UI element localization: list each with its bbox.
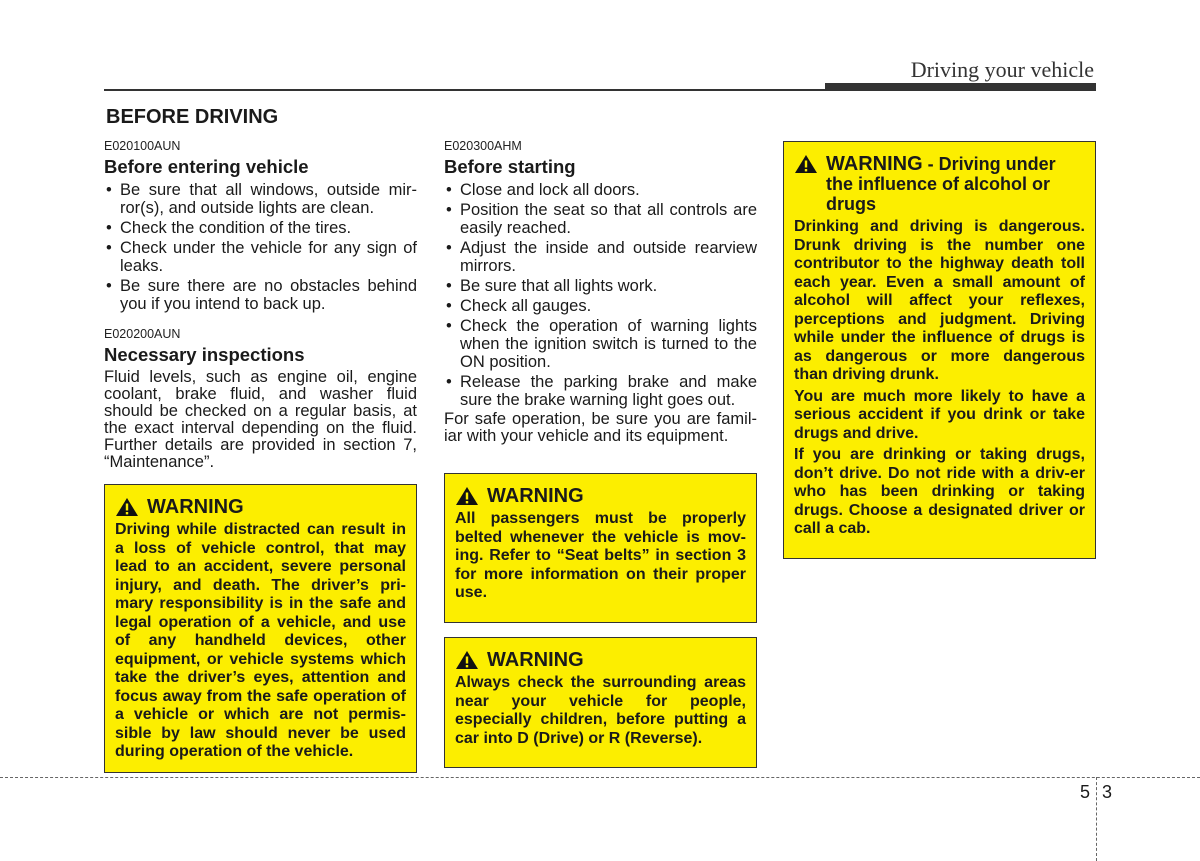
list-item: • Check the operation of warning lights when the ignition switch is turned to the ON position. <box>444 317 757 371</box>
warning-text: Always check the surrounding areas near your vehicle for people, especially children, before putting a car into D (Drive) or R (Reverse). <box>455 674 746 747</box>
warning-triangle-icon <box>115 497 139 517</box>
column-1 <box>104 139 417 471</box>
warning-triangle-icon <box>455 650 479 670</box>
warning-paragraph: You are much more likely to have a serious accident if you drink or take drugs and drive. <box>794 387 1085 442</box>
subheading-before-starting: Before starting <box>444 156 576 177</box>
chapter-number: 5 <box>1080 782 1091 802</box>
warning-triangle-icon <box>794 154 818 174</box>
warning-box-surroundings <box>444 637 757 768</box>
warning-title: WARNING <box>487 649 584 671</box>
warning-box-seatbelts <box>444 473 757 623</box>
inspections-paragraph: Fluid levels, such as engine oil, engine coolant, brake fluid, and washer fluid should be checked on a regular basis, at the exact interval depending on the fluid. Further details are provided in section 7, “Maintenance”. <box>104 368 417 471</box>
header-rule <box>104 89 825 91</box>
list-item: • Be sure that all lights work. <box>444 277 757 295</box>
warning-title: WARNING <box>826 153 923 175</box>
list-item: • Adjust the inside and outside rearview mirrors. <box>444 239 757 275</box>
warning-text: Driving while distracted can result in a loss of vehicle control, that may lead to an accident, severe personal injury, and death. The driver’s pri-mary responsibility is in the safe and legal operation of a vehicle, and use of any handheld devices, other equipment, or vehicle systems which take the driver’s eyes, attention and focus away from the safe operation of a vehicle or which are not permis-sible by law should never be used during operation of the vehicle. <box>115 521 406 760</box>
list-item: • Check the condition of the tires. <box>104 219 417 237</box>
warning-triangle-icon <box>455 486 479 506</box>
column-2 <box>444 139 757 445</box>
list-item: • Check under the vehicle for any sign of leaks. <box>104 239 417 275</box>
subheading-inspections: Necessary inspections <box>104 344 305 365</box>
footer-page-divider <box>1096 777 1097 861</box>
page-number: 3 <box>1102 782 1113 802</box>
list-item: • Check all gauges. <box>444 297 757 315</box>
list-item: • Be sure that all windows, outside mir-ror(s), and outside lights are clean. <box>104 181 417 217</box>
section-title: Driving your vehicle <box>910 57 1094 82</box>
warning-text <box>794 218 1085 539</box>
warning-title: WARNING <box>147 496 244 518</box>
footer-divider <box>0 777 1200 778</box>
section-code: E020200AUN <box>104 327 181 341</box>
warning-text: All passengers must be properly belted whenever the vehicle is mov-ing. Refer to “Seat belts” in section 3 for more information on their proper use. <box>455 510 746 601</box>
warning-box-distraction <box>104 484 417 773</box>
section-code: E020300AHM <box>444 139 522 153</box>
section-code: E020100AUN <box>104 139 181 153</box>
bullet-list-entering <box>104 181 417 313</box>
subheading-before-entering: Before entering vehicle <box>104 156 309 177</box>
list-item: • Be sure there are no obstacles behind you if you intend to back up. <box>104 277 417 313</box>
page-title: BEFORE DRIVING <box>106 106 279 128</box>
warning-title: WARNING <box>487 485 584 507</box>
warning-paragraph: Drinking and driving is dangerous. Drunk driving is the number one contributor to the highway death toll each year. Even a small amount of alcohol will affect your reflexes, perceptions and judgment. Driving while under the influence of drugs is as dangerous or more dangerous than driving drunk. <box>794 218 1085 383</box>
warning-subtitle: - Driving under the influence of alcohol or drugs <box>826 154 1056 214</box>
familiarity-paragraph: For safe operation, be sure you are famil-iar with your vehicle and its equipment. <box>444 410 757 445</box>
warning-box-alcohol <box>783 141 1096 559</box>
list-item: • Position the seat so that all controls are easily reached. <box>444 201 757 237</box>
list-item: • Release the parking brake and make sure the brake warning light goes out. <box>444 373 757 409</box>
bullet-list-starting <box>444 181 757 409</box>
warning-paragraph: If you are drinking or taking drugs, don’t drive. Do not ride with a driv-er who has been drinking or taking drugs. Choose a designated driver or call a cab. <box>794 446 1085 537</box>
header-rule-accent <box>825 83 1096 91</box>
list-item: • Close and lock all doors. <box>444 181 757 199</box>
